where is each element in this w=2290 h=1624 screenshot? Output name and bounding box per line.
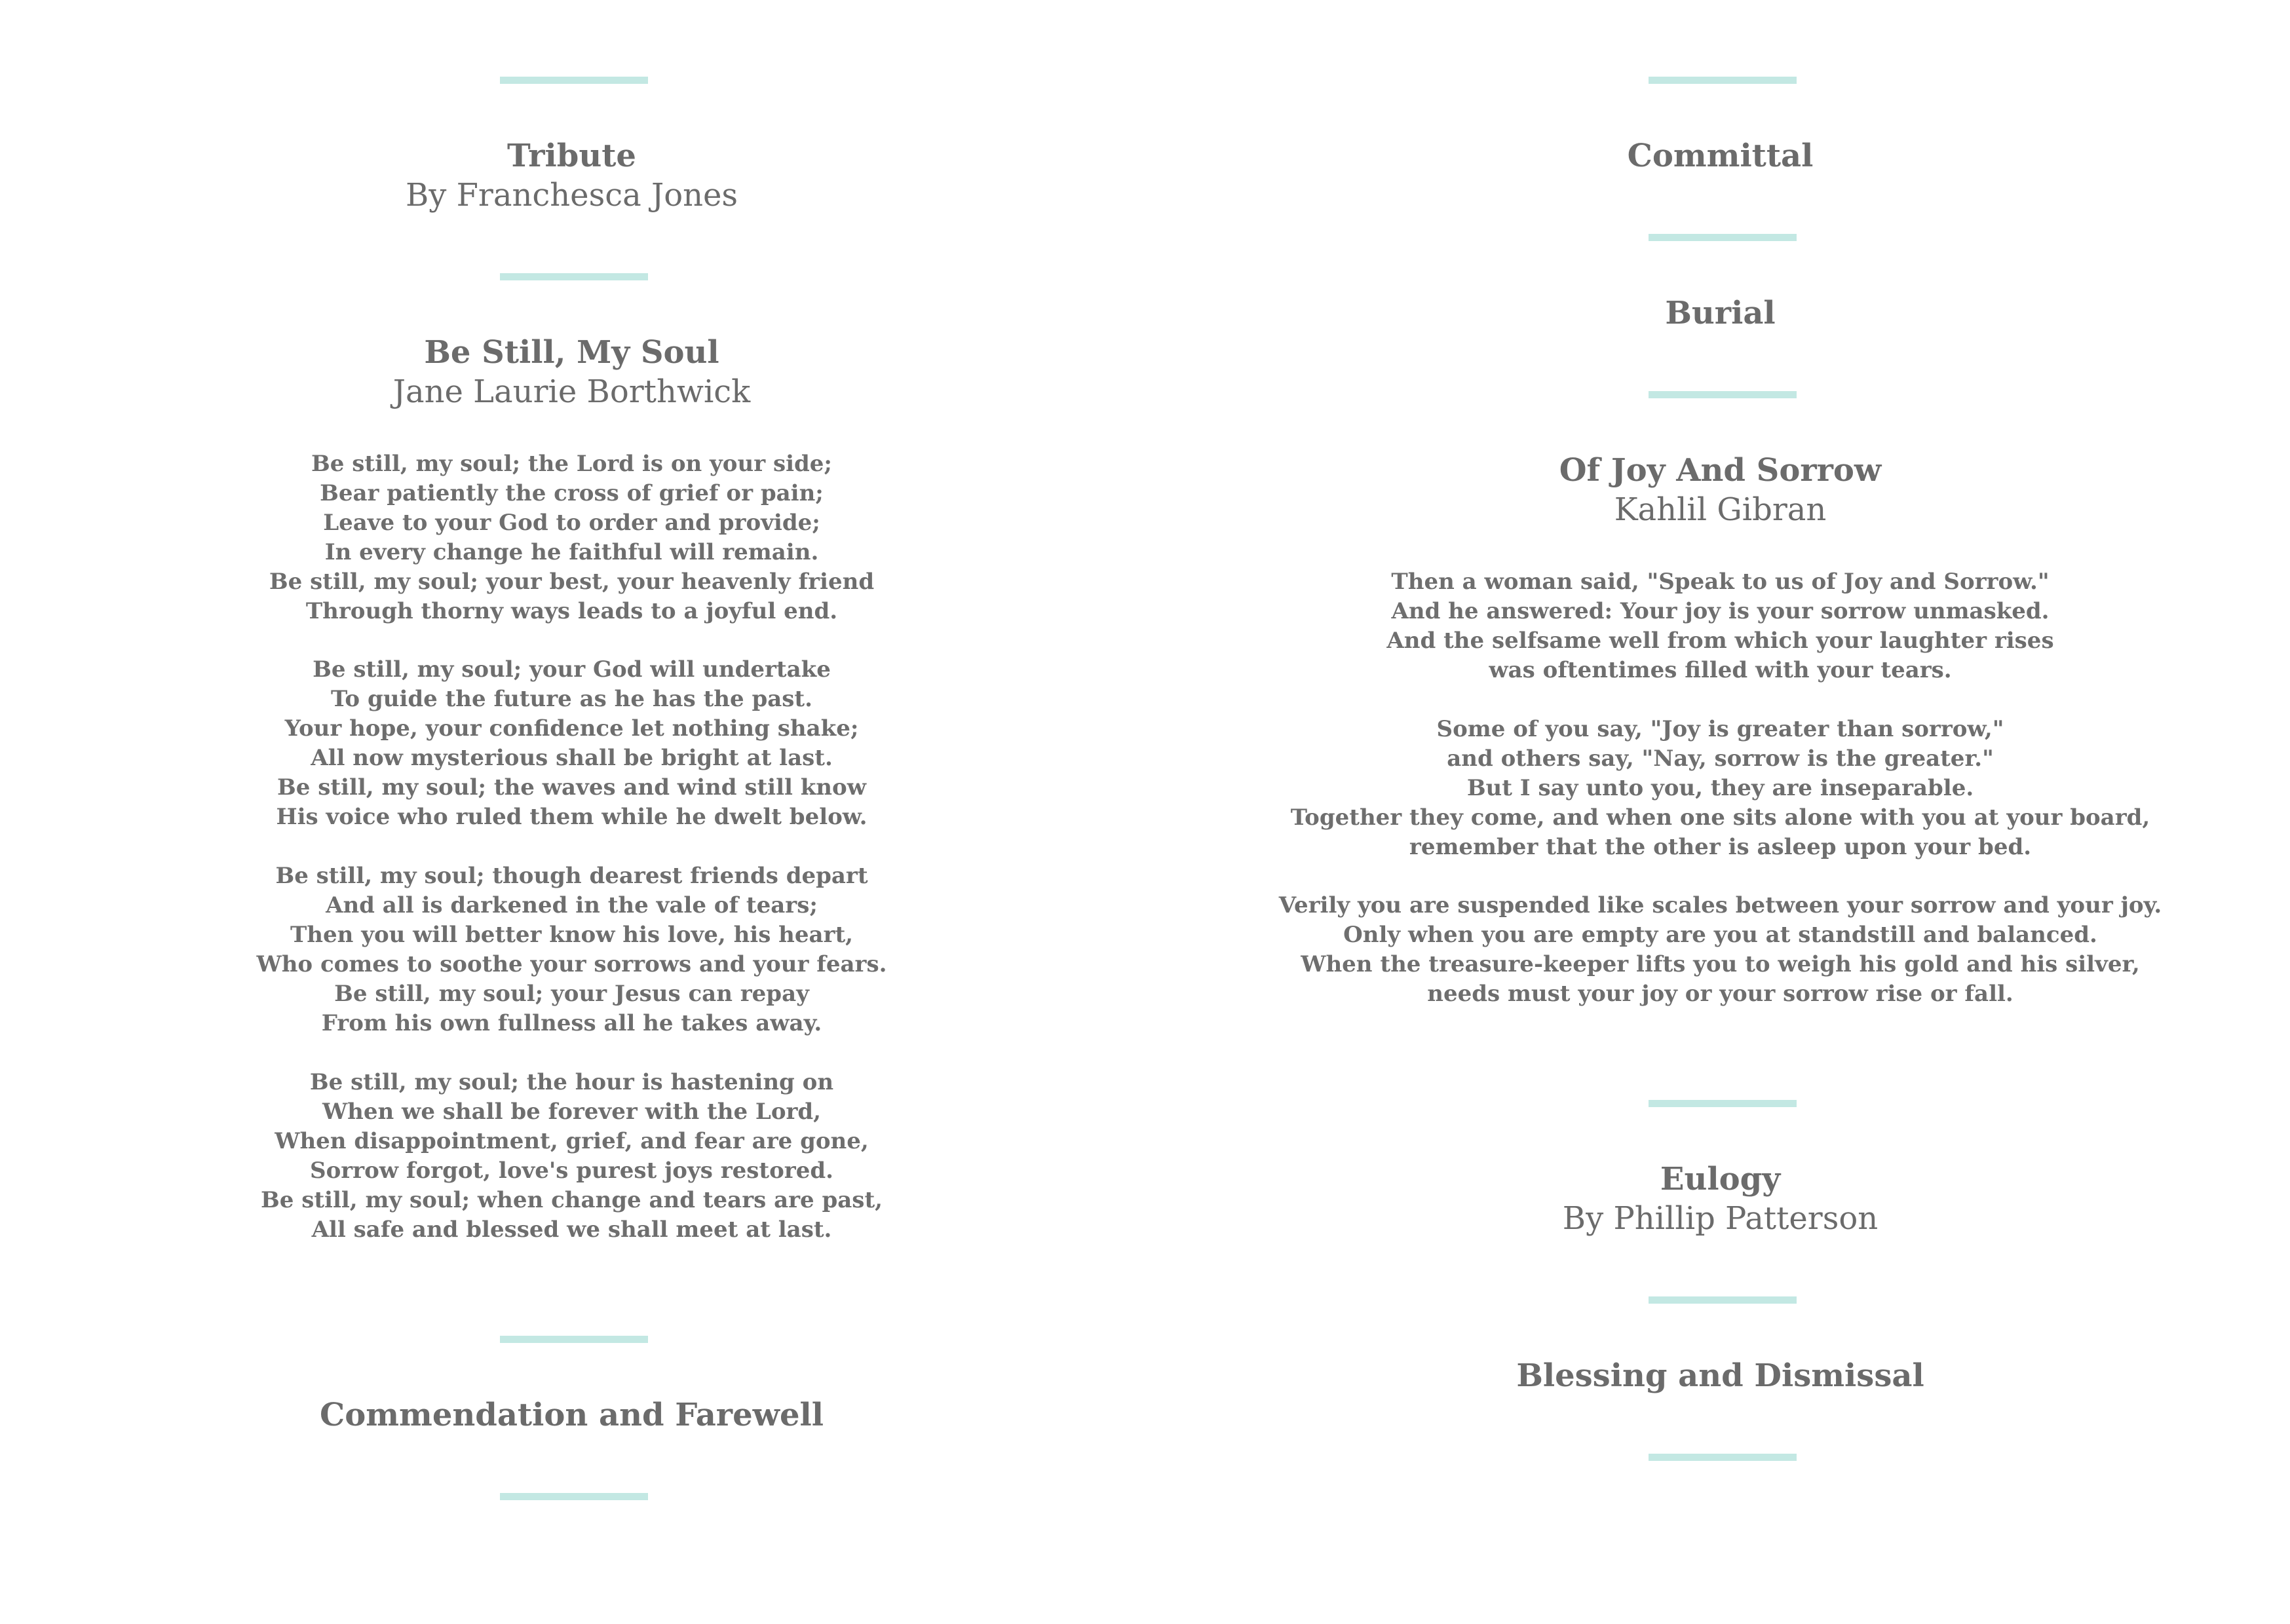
- verse-line: When the treasure-keeper lifts you to weigh his gold and his silver,: [1301, 951, 2140, 977]
- verse-line: From his own fullness all he takes away.: [321, 1010, 822, 1036]
- section-divider: [500, 1493, 648, 1500]
- reading-stanza-3: [1148, 891, 2290, 1009]
- hymn-stanza-2: [0, 655, 1144, 832]
- verse-line: Be still, my soul; the waves and wind still know: [277, 774, 866, 801]
- verse-line: Leave to your God to order and provide;: [323, 510, 820, 536]
- verse-line: Some of you say, "Joy is greater than sorrow,": [1436, 716, 2004, 742]
- eulogy-author: By Phillip Patterson: [1562, 1200, 1879, 1237]
- verse-line: was oftentimes filled with your tears.: [1489, 657, 1952, 683]
- reading-author: Kahlil Gibran: [1614, 491, 1827, 528]
- eulogy-title: Eulogy: [1660, 1161, 1781, 1198]
- verse-line: Together they come, and when one sits alone with you at your board,: [1290, 804, 2150, 831]
- verse-line: Be still, my soul; your best, your heavenly friend: [269, 569, 875, 595]
- verse-line: Be still, my soul; though dearest friends depart: [275, 863, 868, 889]
- right-column: [1145, 0, 2289, 1624]
- hymn-stanza-1: [0, 449, 1144, 626]
- verse-line: To guide the future as he has the past.: [331, 686, 812, 712]
- tribute-title: Tribute: [507, 138, 636, 174]
- verse-line: Be still, my soul; your God will undertake: [313, 656, 831, 683]
- verse-line: Through thorny ways leads to a joyful end.: [305, 598, 838, 624]
- verse-line: When we shall be forever with the Lord,: [322, 1099, 822, 1125]
- verse-line: Be still, my soul; your Jesus can repay: [334, 981, 809, 1007]
- reading-stanza-1: [1148, 567, 2290, 685]
- verse-line: Then a woman said, "Speak to us of Joy and Sorrow.": [1391, 569, 2050, 595]
- commendation-title: Commendation and Farewell: [320, 1397, 824, 1433]
- reading-title: Of Joy And Sorrow: [1559, 452, 1882, 489]
- reading-stanza-2: [1148, 715, 2290, 862]
- hymn-stanza-3: [0, 861, 1144, 1038]
- verse-line: All now mysterious shall be bright at last.: [311, 745, 833, 771]
- hymn-stanza-4: [0, 1068, 1144, 1245]
- verse-line: And he answered: Your joy is your sorrow unmasked.: [1391, 598, 2050, 624]
- section-divider: [1649, 1454, 1797, 1461]
- section-divider: [500, 77, 648, 84]
- hymn-author: Jane Laurie Borthwick: [392, 373, 751, 410]
- verse-line: Then you will better know his love, his heart,: [290, 922, 854, 948]
- verse-line: Be still, my soul; the hour is hastening on: [309, 1069, 834, 1095]
- section-divider: [1649, 391, 1797, 398]
- verse-line: When disappointment, grief, and fear are gone,: [275, 1128, 869, 1154]
- hymn-title: Be Still, My Soul: [424, 334, 719, 371]
- blessing-title: Blessing and Dismissal: [1516, 1357, 1924, 1394]
- verse-line: And the selfsame well from which your laughter rises: [1386, 628, 2054, 654]
- verse-line: and others say, "Nay, sorrow is the greater.": [1447, 746, 1994, 772]
- verse-line: Verily you are suspended like scales between your sorrow and your joy.: [1278, 892, 2162, 918]
- verse-line: remember that the other is asleep upon your bed.: [1409, 834, 2032, 860]
- verse-line: And all is darkened in the vale of tears;: [326, 892, 818, 918]
- verse-line: Only when you are empty are you at standstill and balanced.: [1343, 922, 2097, 948]
- section-divider: [1649, 1296, 1797, 1304]
- section-divider: [1649, 234, 1797, 241]
- section-divider: [500, 273, 648, 280]
- verse-line: Be still, my soul; when change and tears are past,: [261, 1187, 883, 1213]
- section-divider: [500, 1336, 648, 1343]
- verse-line: But I say unto you, they are inseparable.: [1466, 775, 1974, 801]
- verse-line: In every change he faithful will remain.: [324, 539, 819, 565]
- verse-line: Sorrow forgot, love's purest joys restored.: [310, 1158, 833, 1184]
- verse-line: needs must your joy or your sorrow rise or fall.: [1427, 981, 2013, 1007]
- burial-title: Burial: [1665, 295, 1776, 331]
- verse-line: Bear patiently the cross of grief or pain;: [320, 480, 824, 506]
- verse-line: Your hope, your confidence let nothing shake;: [284, 715, 859, 742]
- verse-line: Be still, my soul; the Lord is on your side;: [311, 451, 832, 477]
- tribute-author: By Franchesca Jones: [405, 177, 738, 214]
- verse-line: His voice who ruled them while he dwelt below.: [276, 804, 868, 830]
- section-divider: [1649, 1100, 1797, 1107]
- section-divider: [1649, 77, 1797, 84]
- committal-title: Committal: [1627, 138, 1814, 174]
- verse-line: All safe and blessed we shall meet at last.: [311, 1217, 832, 1243]
- verse-line: Who comes to soothe your sorrows and your fears.: [256, 951, 887, 977]
